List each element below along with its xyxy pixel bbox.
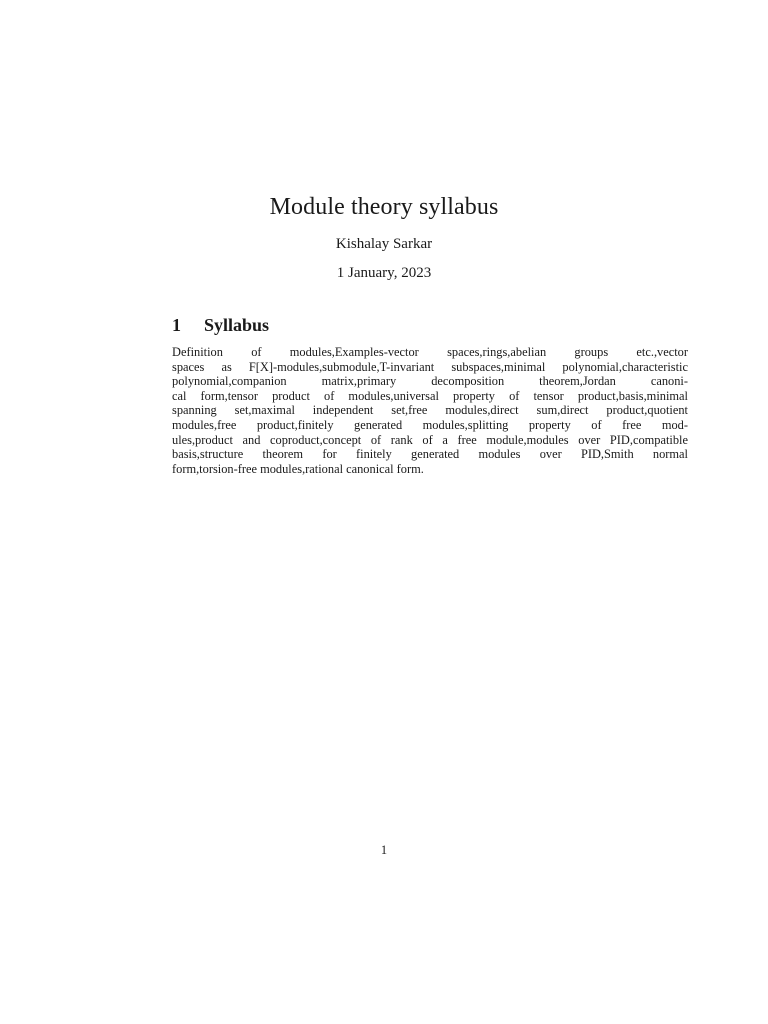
section-number: 1	[172, 315, 181, 335]
paragraph-line: form,torsion-free modules,rational canonical form.	[172, 461, 424, 476]
section-heading	[172, 314, 269, 336]
section-title: Syllabus	[204, 315, 270, 335]
document-title: Module theory syllabus	[269, 194, 499, 220]
paragraph-line: modules,free product,finitely generated modules,splitting property of free mod-	[172, 417, 688, 432]
page-number: 1	[380, 843, 388, 857]
paragraph-line: Definition of modules,Examples-vector spaces,rings,abelian groups etc.,vector	[172, 345, 688, 359]
document-date: 1 January, 2023	[336, 265, 432, 281]
paragraph-line: polynomial,companion matrix,primary decomposition theorem,Jordan canoni-	[172, 374, 688, 389]
syllabus-paragraph	[172, 345, 688, 476]
paragraph-line: spaces as F[X]-modules,submodule,T-invariant subspaces,minimal polynomial,characteristic	[172, 359, 688, 374]
paragraph-line: cal form,tensor product of modules,universal property of tensor product,basis,minimal	[172, 388, 688, 403]
paragraph-line: ules,product and coproduct,concept of rank of a free module,modules over PID,compatible	[172, 432, 688, 447]
paragraph-line: basis,structure theorem for finitely generated modules over PID,Smith normal	[172, 447, 688, 462]
document-author: Kishalay Sarkar	[335, 236, 433, 252]
paragraph-line: spanning set,maximal independent set,free modules,direct sum,direct product,quotient	[172, 403, 688, 418]
